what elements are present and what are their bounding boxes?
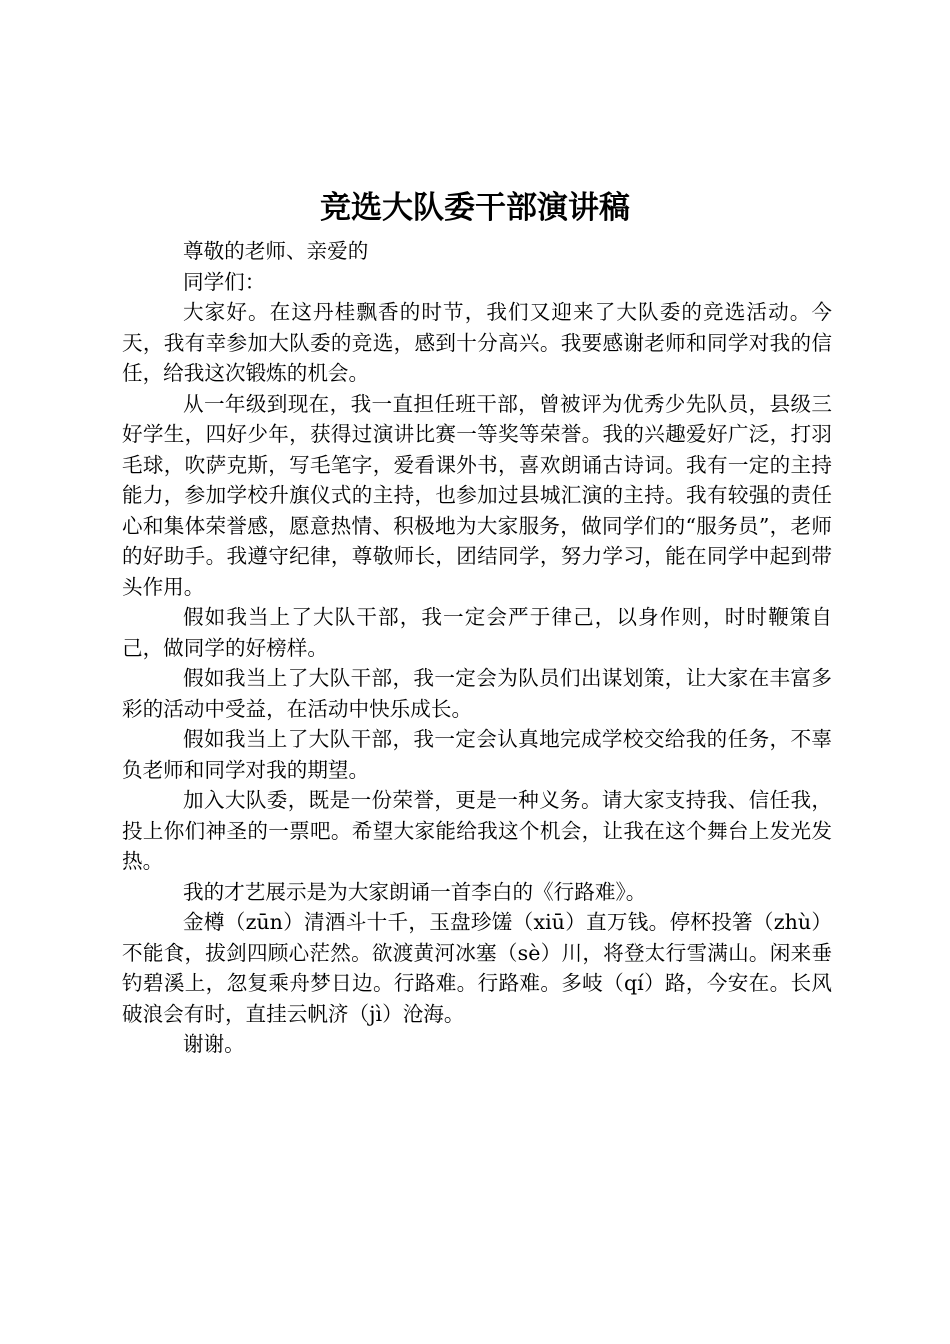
paragraph-promise-2: 假如我当上了大队干部，我一定会为队员们出谋划策，让大家在丰富多彩的活动中受益，在活动中快乐成长。 <box>122 666 832 721</box>
paragraph-experience: 从一年级到现在，我一直担任班干部，曾被评为优秀少先队员，县级三好学生，四好少年，获得过演讲比赛一等奖等荣誉。我的兴趣爱好广泛，打羽毛球，吹萨克斯，写毛笔字，爱看课外书，喜欢朗诵古诗词。我有一定的主持能力，参加学校升旗仪式的主持，也参加过县城汇演的主持。我有较强的责任心和集体荣誉感，愿意热情、积极地为大家服务，做同学们的“服务员”，老师的好助手。我遵守纪律，尊敬师长，团结同学，努力学习，能在同学中起到带头作用。 <box>122 391 832 599</box>
paragraph-appeal: 加入大队委，既是一份荣誉，更是一种义务。请大家支持我、信任我，投上你们神圣的一票吧。希望大家能给我这个机会，让我在这个舞台上发光发热。 <box>122 788 832 873</box>
document-body <box>122 236 832 1060</box>
salutation-line-2: 同学们： <box>183 269 266 294</box>
paragraph-promise-3: 假如我当上了大队干部，我一定会认真地完成学校交给我的任务，不辜负老师和同学对我的期望。 <box>122 727 832 782</box>
paragraph-greeting: 大家好。在这丹桂飘香的时节，我们又迎来了大队委的竞选活动。今天，我有幸参加大队委的竞选，感到十分高兴。我要感谢老师和同学对我的信任，给我这次锻炼的机会。 <box>122 300 832 385</box>
paragraph-talent-intro: 我的才艺展示是为大家朗诵一首李白的《行路难》。 <box>183 879 647 904</box>
salutation-line-1: 尊敬的老师、亲爱的 <box>183 239 369 263</box>
paragraph-thanks: 谢谢。 <box>183 1032 245 1056</box>
paragraph-promise-1: 假如我当上了大队干部，我一定会严于律己，以身作则，时时鞭策自己，做同学的好榜样。 <box>122 605 832 660</box>
document-title: 竞选大队委干部演讲稿 <box>320 190 630 226</box>
paragraph-poem: 金樽（zūn）清酒斗十千，玉盘珍馐（xiū）直万钱。停杯投箸（zhù）不能食，拔剑四顾心茫然。欲渡黄河冰塞（sè）川，将登太行雪满山。闲来垂钓碧溪上，忽复乘舟梦日边。行路难。行路难。多岐（qí）路，今安在。长风破浪会有时，直挂云帆济（jì）沧海。 <box>122 910 832 1026</box>
